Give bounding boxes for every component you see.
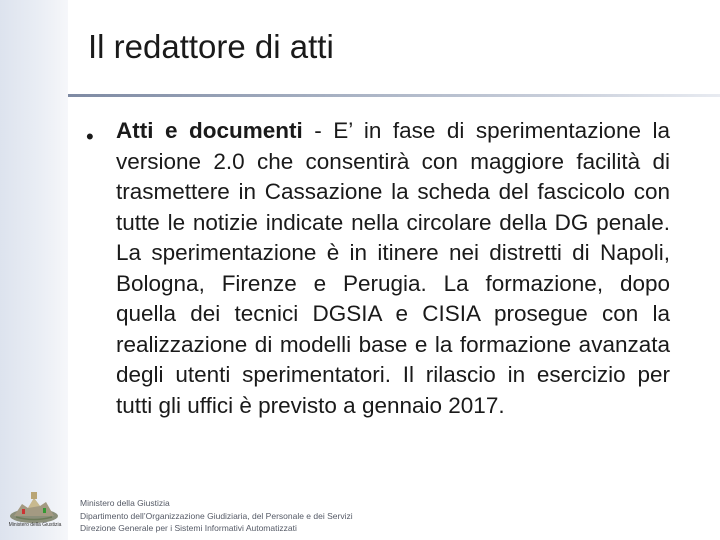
bullet-paragraph [116, 116, 670, 421]
footer [80, 497, 353, 535]
ministry-emblem-icon [2, 486, 66, 536]
bullet-marker: • [86, 124, 94, 149]
bullet-item [86, 116, 670, 421]
title-divider [68, 94, 720, 97]
footer-line-direction: Direzione Generale per i Sistemi Informativi Automatizzati [80, 523, 297, 533]
slide-title: Il redattore di atti [88, 28, 334, 65]
logo-caption: Ministero della Giustizia [8, 522, 62, 528]
footer-line-department: Dipartimento dell’Organizzazione Giudiziaria, del Personale e dei Servizi [80, 510, 353, 521]
bullet-lead: Atti e documenti [116, 118, 303, 143]
footer-line-ministry: Ministero della Giustizia [80, 498, 170, 508]
bullet-body: - E’ in fase di sperimentazione la versione 2.0 che consentirà con maggiore facilità di trasmettere in Cassazione la scheda del fascicolo con tutte le notizie indicate nella circolare della DG penale. La sperimentazione è in itinere nei distretti di Napoli, Bologna, Firenze e Perugia. La formazione, dopo quella dei tecnici DGSIA e CISIA prosegue con la realizzazione di modelli base e la formazione avanzata degli utenti sperimentatori. Il rilascio in esercizio per tutti gli uffici è previsto a gennaio 2017. [116, 118, 670, 418]
sidebar-band [0, 0, 68, 540]
